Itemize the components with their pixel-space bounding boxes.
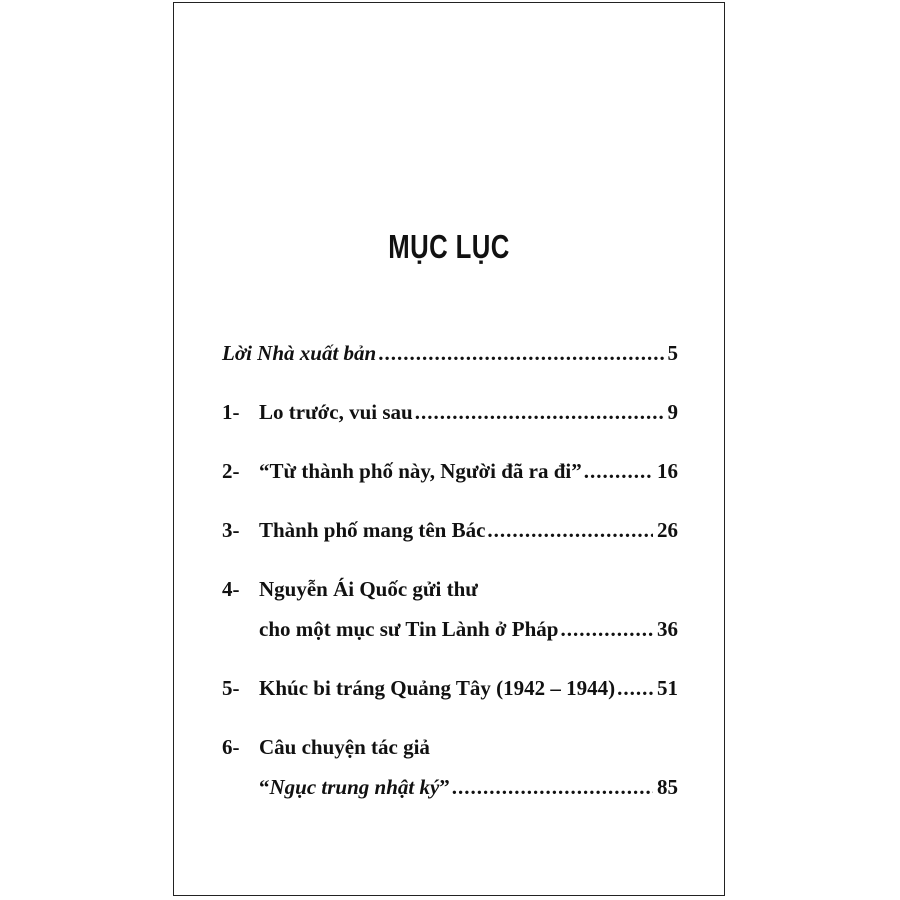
toc-entry-number: 1- (222, 400, 240, 424)
leader-dots (584, 451, 653, 491)
toc-page-number: 51 (657, 676, 678, 700)
page-title: MỤC LỤC (388, 228, 510, 265)
toc-entry-4[interactable] (222, 569, 678, 649)
toc-page-number: 9 (667, 400, 678, 424)
toc-entry-3[interactable] (222, 510, 678, 550)
toc-entry-label: Khúc bi tráng Quảng Tây (1942 – 1944) (259, 676, 616, 700)
leader-dots (560, 609, 653, 649)
toc-entry-number: 5- (222, 676, 240, 700)
leader-dots (617, 668, 653, 708)
toc-entry-label: Câu chuyện tác giả (259, 735, 430, 759)
toc-page-number: 16 (657, 459, 678, 483)
leader-dots (452, 767, 653, 807)
toc-entry-1[interactable] (222, 392, 678, 432)
book-title-italic: Ngục trung nhật ký (269, 775, 440, 799)
leader-dots (378, 333, 663, 373)
toc-entry-label-continued (259, 767, 450, 807)
toc-entry-2[interactable] (222, 451, 678, 491)
toc-page-number: 85 (657, 775, 678, 799)
close-quote: ” (439, 775, 450, 799)
toc-entry-label: Nguyễn Ái Quốc gửi thư (259, 577, 478, 601)
toc-entry-label: Thành phố mang tên Bác (259, 518, 486, 542)
toc-entry-label: “Từ thành phố này, Người đã ra đi” (259, 459, 582, 483)
book-page (173, 2, 725, 896)
toc-entry-number: 2- (222, 459, 240, 483)
toc-page-number: 5 (667, 341, 678, 365)
toc-entry-5[interactable] (222, 668, 678, 708)
toc-entry-label-continued: cho một mục sư Tin Lành ở Pháp (259, 617, 559, 641)
toc-entry-label: Lời Nhà xuất bản (222, 341, 377, 365)
leader-dots (415, 392, 664, 432)
leader-dots (487, 510, 653, 550)
toc-page-number: 26 (657, 518, 678, 542)
toc-entry-number: 3- (222, 518, 240, 542)
toc-page-number: 36 (657, 617, 678, 641)
toc-entry-6[interactable] (222, 727, 678, 807)
toc-entry-label: Lo trước, vui sau (259, 400, 413, 424)
table-of-contents (222, 333, 678, 807)
open-quote: “ (259, 775, 270, 799)
toc-entry-number: 6- (222, 735, 240, 759)
toc-entry-number: 4- (222, 577, 240, 601)
toc-entry-preface[interactable] (222, 333, 678, 373)
